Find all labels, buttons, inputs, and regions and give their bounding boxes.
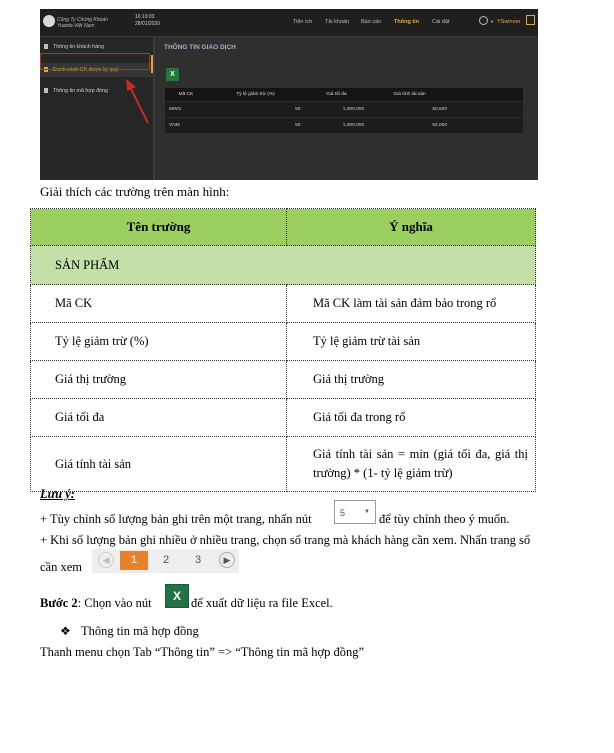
pagination xyxy=(92,549,239,573)
note-heading: Lưu ý: xyxy=(40,487,75,501)
table-row[interactable]: MWG 50 1,000,000 50,500 xyxy=(165,102,523,118)
sidebar-item-thong-tin-ma-hop-dong[interactable]: Thông tin mã hợp đồng xyxy=(40,84,153,98)
data-grid xyxy=(165,88,523,133)
red-arrow-icon xyxy=(124,77,154,127)
menu-bao-cao[interactable]: Báo cáo xyxy=(361,19,382,25)
page-size-select[interactable]: 5 ▼ xyxy=(334,500,376,524)
company-logo-icon xyxy=(43,15,55,27)
table-row: Giá tối đa Giá tối đa trong rổ xyxy=(31,399,536,437)
page-button-2[interactable]: 2 xyxy=(163,554,170,566)
table-header-field: Tên trường xyxy=(31,209,287,246)
table-header-meaning: Ý nghĩa xyxy=(287,209,536,246)
chevron-left-icon[interactable]: ◀ xyxy=(98,552,114,568)
globe-icon[interactable] xyxy=(479,16,488,25)
document-icon xyxy=(44,44,48,49)
app-topbar xyxy=(40,9,538,37)
menu-thong-tin[interactable]: Thông tin xyxy=(394,19,420,25)
section-row: SẢN PHẨM xyxy=(31,246,536,285)
chevron-down-icon: ▼ xyxy=(364,509,370,515)
sidebar-item-danh-sach-ck[interactable]: Danh sách CK được ký quỹ xyxy=(40,63,153,77)
table-row: Giá thị trường Giá thị trường xyxy=(31,361,536,399)
grid-header[interactable]: Giá tối đa xyxy=(304,88,368,102)
clock xyxy=(135,14,160,28)
menu-cai-dat[interactable]: Cài đặt xyxy=(432,19,450,25)
sidebar-item-thong-tin-khach-hang[interactable]: Thông tin khách hàng xyxy=(40,40,153,54)
step-2-label: Bước 2 xyxy=(40,596,78,610)
field-table xyxy=(30,208,536,492)
chevron-down-icon[interactable]: ▼ xyxy=(490,19,494,24)
active-indicator xyxy=(151,55,153,73)
company-name: Công Ty Chứng Khoán Yuanta Việt Nam xyxy=(57,17,108,29)
highlight-box xyxy=(40,53,150,70)
app-screenshot xyxy=(40,9,538,180)
note-line-1b: để tùy chỉnh theo ý muốn. xyxy=(379,512,510,526)
table-caption: Giải thích các trường trên màn hình: xyxy=(40,184,230,199)
table-row[interactable]: VNM 50 1,000,000 62,000 xyxy=(165,118,523,134)
excel-export-button[interactable]: X xyxy=(166,68,179,81)
clock-date: 28/01/2020 xyxy=(135,21,161,27)
username[interactable]: YSwinner xyxy=(497,19,521,25)
menu-tai-khoan[interactable]: Tài khoản xyxy=(325,19,350,25)
panel-title: THÔNG TIN GIAO DỊCH xyxy=(164,44,236,51)
app-main-panel xyxy=(155,37,538,180)
chevron-right-icon[interactable]: ▶ xyxy=(219,552,235,568)
grid-header[interactable]: Mã CK xyxy=(165,88,207,102)
note-line-3: cần xem xyxy=(40,560,82,574)
table-row: Mã CK Mã CK làm tài sản đảm bảo trong rổ xyxy=(31,285,536,323)
step-2-line-a: Bước 2: Chọn vào nút xyxy=(40,596,152,610)
page-button-3[interactable]: 3 xyxy=(195,554,202,566)
note-line-2: + Khi số lượng bản ghi nhiều ở nhiều trang, chọn số trang mà khách hàng cần xem. Nhấn trang số xyxy=(40,533,531,547)
grid-header[interactable]: Tỷ lệ giảm trừ (%) xyxy=(207,88,305,102)
grid-header-empty xyxy=(451,88,523,102)
bullet-icon: ❖ xyxy=(60,624,71,638)
page-button-1[interactable]: 1 xyxy=(120,551,148,570)
table-row: Giá tính tài sản Giá tính tài sản = min (giá tối đa, giá thị trường) * (1- tỷ lệ giảm trừ) xyxy=(31,437,536,492)
grid-header[interactable]: Giá tính tài sản xyxy=(368,88,451,102)
clock-time: 16:19:03 xyxy=(135,14,155,20)
table-row: Tỷ lệ giảm trừ (%) Tỷ lệ giảm trừ tài sản xyxy=(31,323,536,361)
document-icon xyxy=(44,88,48,93)
note-line-1a: + Tùy chỉnh số lượng bản ghi trên một trang, nhấn nút xyxy=(40,512,312,526)
excel-icon[interactable]: X xyxy=(165,584,189,608)
bullet-text: Thông tin mã hợp đồng xyxy=(81,624,199,638)
step-2-line-b: để xuất dữ liệu ra file Excel. xyxy=(191,596,333,610)
menu-tien-ich[interactable]: Tiện ích xyxy=(293,19,313,25)
logout-icon[interactable] xyxy=(526,15,535,25)
last-line: Thanh menu chọn Tab “Thông tin” => “Thông tin mã hợp đồng” xyxy=(40,645,365,659)
